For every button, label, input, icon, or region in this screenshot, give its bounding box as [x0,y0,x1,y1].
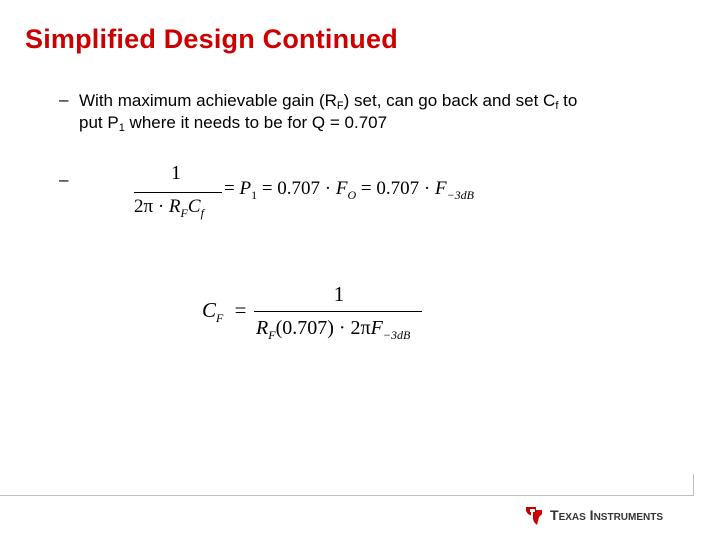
eq2-fraction-bar [254,311,422,312]
bullet-dash: – [59,90,69,109]
equation-1 [130,160,510,230]
bullet-text: With maximum achievable gain $(R_F)$ set, can go back and set $C_f$ to put $P_1$ where it needs to be for Q = 0.707 [79,91,578,134]
slide-title: Simplified Design Continued [25,24,398,54]
eq1-denominator: $2\pi \cdot R_FC_f$ [134,196,204,220]
equation-2 [200,282,460,352]
eq2-numerator: 1 [333,282,345,306]
eq1-rhs: = $P_1 = 0.707 \cdot F_O = 0.707 \cdot F_{-3dB}$ [224,178,474,202]
eq1-numerator: 1 [171,162,181,184]
footer-divider-vertical [693,474,694,496]
bullet-dash: – [59,170,69,189]
eq2-lhs: $C_F$ = [202,298,247,325]
eq1-fraction-bar [134,192,222,193]
eq2-denominator: $R_F(0.707) \cdot 2\pi F_{-3dB}$ [256,317,411,342]
ti-logo-icon [524,505,544,527]
footer-divider [0,495,693,496]
brand-wordmark: TEXAS INSTRUMENTS [550,507,664,523]
brand-logo [524,504,663,528]
